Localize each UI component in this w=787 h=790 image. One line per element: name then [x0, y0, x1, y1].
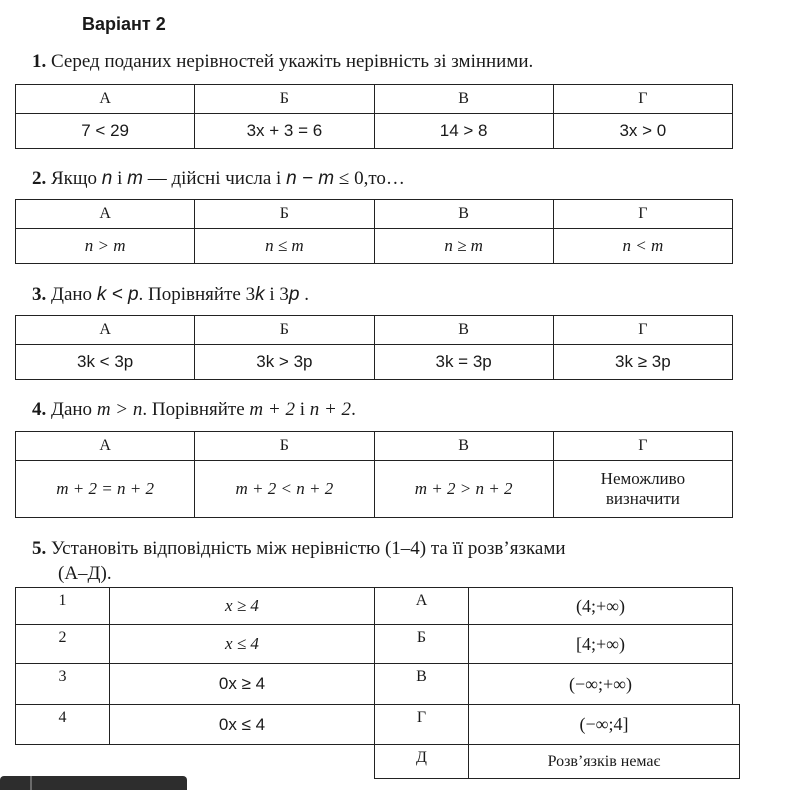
q5-letter-a: А — [374, 587, 469, 625]
question-3-text-3: і 3 — [269, 284, 289, 305]
q1-option-c[interactable]: 14 > 8 — [374, 114, 553, 149]
q5-solution-c[interactable]: (−∞;+∞) — [468, 663, 733, 705]
q4-option-c[interactable]: m + 2 > n + 2 — [374, 461, 553, 518]
q1-option-a[interactable]: 7 < 29 — [16, 114, 195, 149]
q3-letter-a: А — [16, 316, 195, 345]
q1-option-b[interactable]: 3x + 3 = 6 — [195, 114, 374, 149]
question-5-line-1: Установіть відповідність між нерівністю (1–4) та її розв’язками — [51, 538, 566, 559]
question-3 — [32, 284, 309, 306]
question-3-text-2: . Порівняйте 3 — [138, 284, 256, 305]
q3-letter-c: В — [374, 316, 553, 345]
q4-letter-b: Б — [195, 432, 374, 461]
question-2-text-1: Якщо — [51, 168, 98, 189]
q5-letter-d: Г — [374, 704, 469, 745]
q5-inequality-4: 0x ≤ 4 — [109, 704, 375, 745]
q2-option-c[interactable]: n ≥ m — [374, 229, 553, 264]
q4-option-d-line-2: визначити — [605, 489, 680, 508]
question-4-options — [15, 431, 733, 518]
q2-option-a[interactable]: n > m — [16, 229, 195, 264]
q3-option-d[interactable]: 3k ≥ 3p — [553, 345, 732, 380]
question-3-var-p: p — [288, 284, 300, 305]
q5-letter-b: Б — [374, 624, 469, 664]
question-1 — [32, 51, 533, 73]
q5-number-1: 1 — [15, 587, 110, 625]
question-3-text-1: Дано — [51, 284, 93, 305]
question-4-number: 4. — [32, 399, 47, 420]
question-4-expression-2: n + 2 — [309, 399, 352, 420]
question-3-number: 3. — [32, 284, 47, 305]
question-2 — [32, 168, 405, 190]
q1-letter-d: Г — [553, 85, 732, 114]
question-3-var-k: k — [255, 284, 265, 305]
question-4-text-3: і — [299, 399, 305, 420]
q4-option-b[interactable]: m + 2 < n + 2 — [195, 461, 374, 518]
q5-solution-b[interactable]: [4;+∞) — [468, 624, 733, 664]
question-2-options — [15, 199, 733, 264]
q5-solution-d[interactable]: (−∞;4] — [468, 704, 740, 745]
q5-number-3: 3 — [15, 663, 110, 705]
question-5-line-2: (А–Д). — [58, 563, 112, 584]
question-2-number: 2. — [32, 168, 47, 189]
question-2-var-m: m — [127, 168, 143, 189]
q3-option-a[interactable]: 3k < 3p — [16, 345, 195, 380]
q2-option-b[interactable]: n ≤ m — [195, 229, 374, 264]
q5-letter-e: Д — [374, 744, 469, 779]
q1-letter-a: А — [16, 85, 195, 114]
q5-inequality-3: 0x ≥ 4 — [109, 663, 375, 705]
question-5-number: 5. — [32, 538, 47, 559]
q5-letter-c: В — [374, 663, 469, 705]
question-2-text-2: і — [117, 168, 123, 189]
question-4-text-1: Дано — [51, 399, 93, 420]
q2-letter-c: В — [374, 200, 553, 229]
question-2-expression: n − m — [286, 168, 335, 189]
q5-number-2: 2 — [15, 624, 110, 664]
q1-option-d[interactable]: 3x > 0 — [553, 114, 732, 149]
q2-option-d[interactable]: n < m — [553, 229, 732, 264]
q1-letter-c: В — [374, 85, 553, 114]
question-4-text-2: . Порівняйте — [142, 399, 245, 420]
q4-option-d-line-1: Неможливо — [600, 469, 686, 488]
variant-title: Варіант 2 — [82, 14, 166, 34]
q4-letter-d: Г — [553, 432, 732, 461]
question-4 — [32, 399, 356, 421]
question-1-text: Серед поданих нерівностей укажіть нерівність зі змінними. — [51, 51, 534, 72]
q2-letter-d: Г — [553, 200, 732, 229]
q3-letter-d: Г — [553, 316, 732, 345]
q2-letter-b: Б — [195, 200, 374, 229]
q4-letter-a: А — [16, 432, 195, 461]
q5-inequality-2: x ≤ 4 — [109, 624, 375, 664]
question-5 — [32, 538, 566, 560]
question-2-text-3: — дійсні числа і — [147, 168, 282, 189]
question-1-number: 1. — [32, 51, 47, 72]
q5-solution-a[interactable]: (4;+∞) — [468, 587, 733, 625]
q4-option-a[interactable]: m + 2 = n + 2 — [16, 461, 195, 518]
question-1-options — [15, 84, 733, 149]
q5-solution-e[interactable]: Розв’язків немає — [468, 744, 740, 779]
question-3-options — [15, 315, 733, 380]
q4-letter-c: В — [374, 432, 553, 461]
q3-option-b[interactable]: 3k > 3p — [195, 345, 374, 380]
question-3-text-4: . — [304, 284, 309, 305]
q1-letter-b: Б — [195, 85, 374, 114]
question-4-expression-1: m + 2 — [249, 399, 295, 420]
q5-number-4: 4 — [15, 704, 110, 745]
question-3-condition: k < p — [96, 284, 139, 305]
q5-inequality-1: x ≥ 4 — [109, 587, 375, 625]
question-2-text-4: ≤ 0,то… — [338, 168, 405, 189]
question-2-var-n: n — [101, 168, 113, 189]
question-4-condition: m > n — [96, 399, 143, 420]
q2-letter-a: А — [16, 200, 195, 229]
question-4-text-4: . — [351, 399, 356, 420]
q3-option-c[interactable]: 3k = 3p — [374, 345, 553, 380]
q4-option-d[interactable] — [553, 461, 732, 518]
q3-letter-b: Б — [195, 316, 374, 345]
